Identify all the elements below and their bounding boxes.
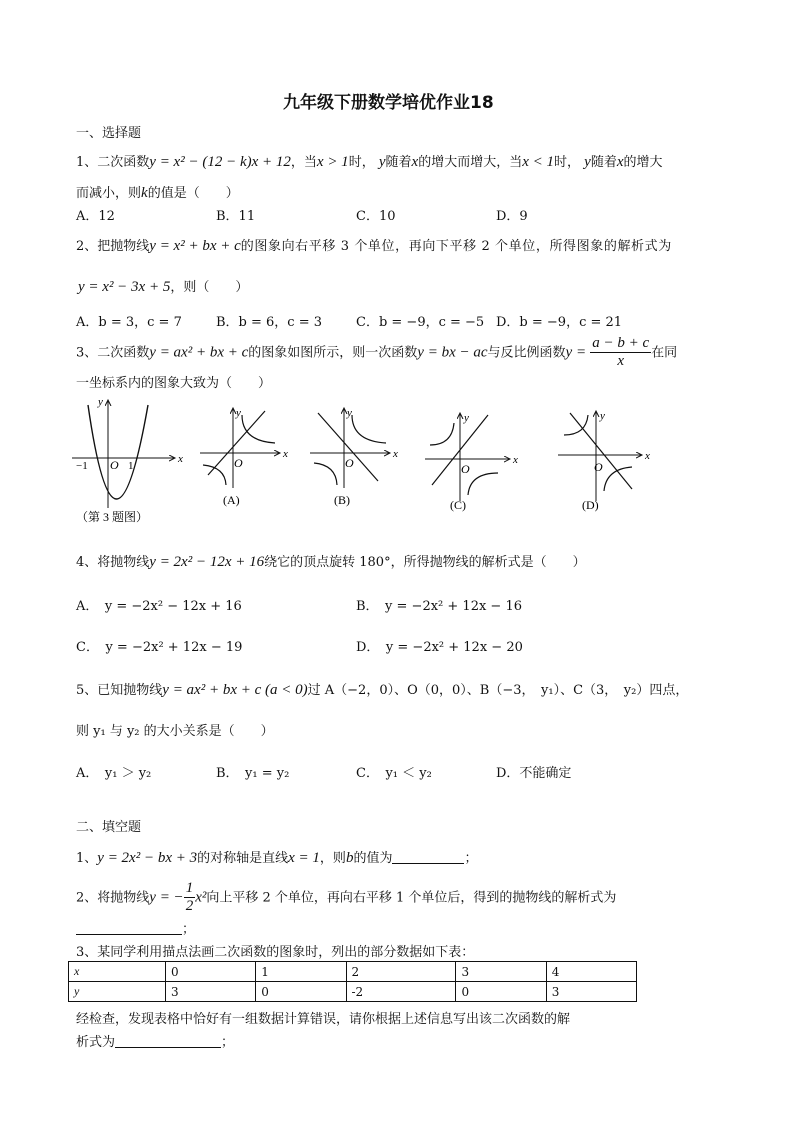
q3-fraction [590, 335, 651, 371]
q3-main-graph [72, 396, 183, 524]
f3-answer-blank[interactable] [115, 1035, 221, 1048]
table-cell: 1 [256, 962, 346, 982]
q1-condition-1: x > 1 [316, 154, 349, 170]
f2-text: 向上平移 2 个单位，再向右平移 1 个单位后，得到的抛物线的解析式为 [206, 890, 617, 906]
q4-option-c[interactable]: C． y = −2x² + 12x − 19 [76, 640, 243, 655]
label-d: (D) [582, 498, 599, 512]
q4-option-a[interactable]: A． y = −2x² − 12x + 16 [76, 599, 242, 614]
question-3-line2: 一坐标系内的图象大致为（ ） [76, 376, 272, 391]
f1-formula: y = 2x² − bx + 3 [97, 850, 198, 866]
q1-text: 的值是（ ） [147, 186, 239, 201]
page-title: 九年级下册数学培优作业18 [283, 93, 494, 113]
f2-fraction-denominator: 2 [185, 898, 194, 915]
f1-end: ； [464, 851, 478, 866]
origin-label: O [234, 456, 243, 470]
f2-end: ； [182, 922, 196, 937]
q2-text: 的图象向右平移 3 个单位，再向下平移 2 个单位，所得图象的解析式为 [240, 239, 672, 254]
q1-text: ，当 [290, 155, 317, 170]
parabola-curve [88, 405, 148, 499]
q1-option-a[interactable]: A．12 [76, 209, 115, 224]
axis-y-label: y [98, 396, 103, 408]
q1-var-y: y [584, 154, 591, 170]
q2-text: ，则（ ） [170, 280, 249, 295]
q2-option-d[interactable]: D．b = −9，c = 21 [496, 315, 623, 330]
q1-text: 随着 [590, 155, 617, 170]
f1-axis: x = 1 [288, 850, 320, 866]
section-heading-fill: 二、填空题 [76, 820, 142, 835]
q4-option-b[interactable]: B． y = −2x² + 12x − 16 [356, 599, 522, 614]
q1-option-c[interactable]: C．10 [356, 209, 396, 224]
f3-text: 析式为 [76, 1035, 116, 1050]
q2-option-a[interactable]: A．b = 3，c = 7 [76, 315, 182, 330]
f1-text: 的值为 [353, 851, 393, 866]
q1-text: 的增大而增大，当 [418, 155, 523, 170]
q5-text: 过 A（−2，0）、O（0，0）、B（−3， y₁）、C（3， y₂）四点， [307, 683, 689, 698]
question-3 [76, 335, 677, 371]
f2-formula-rhs: x² [195, 889, 207, 906]
origin-label: O [110, 458, 119, 472]
label-c: (C) [450, 498, 466, 512]
fill-question-2 [76, 880, 616, 916]
f1-text: 的对称轴是直线 [197, 851, 289, 866]
f2-formula-lhs: y = − [149, 889, 184, 906]
q1-var-x: x [616, 154, 624, 170]
axis-x-label: x [393, 448, 398, 460]
f2-answer-blank[interactable] [76, 922, 182, 935]
origin-label: O [594, 460, 603, 474]
q1-var-x: x [411, 154, 419, 170]
q3-lead: 3、二次函数 [76, 345, 150, 361]
table-cell: 0 [256, 982, 346, 1002]
table-cell: -2 [346, 982, 456, 1002]
q2-option-b[interactable]: B．b = 6，c = 3 [216, 315, 323, 330]
q3-text: 与反比例函数 [487, 345, 566, 361]
q3-graph-c [425, 412, 518, 512]
q1-text: 的增大 [623, 155, 663, 170]
f1-lead: 1、 [76, 851, 98, 866]
table-cell: y [69, 982, 166, 1002]
tick-1-label: 1 [128, 460, 134, 472]
f1-answer-blank[interactable] [392, 851, 464, 864]
label-a: (A) [223, 493, 240, 507]
table-cell: x [69, 962, 166, 982]
q3-graph-b [310, 407, 398, 507]
axis-y-label: y [600, 410, 605, 422]
q3-text: 在同 [651, 345, 678, 361]
axis-y-label: y [347, 407, 352, 419]
q1-text: 而减小，则 [76, 186, 142, 201]
q1-text: 时， [554, 155, 581, 170]
f2-fraction [184, 880, 196, 916]
question-1-line2 [76, 182, 239, 202]
q1-var-y: y [378, 154, 386, 170]
table-cell: 4 [546, 962, 636, 982]
q3-graph-a [200, 407, 288, 507]
q5-option-c[interactable]: C． y₁ ＜ y₂ [356, 766, 432, 781]
axis-x-label: x [513, 454, 518, 466]
q1-text: 随着 [385, 155, 412, 170]
q3-graph-d [558, 410, 650, 512]
table-row-x [69, 962, 637, 982]
q1-lead: 1、二次函数 [76, 155, 150, 170]
table-cell: 0 [166, 962, 256, 982]
label-b: (B) [334, 493, 350, 507]
tick-neg1-label: −1 [76, 460, 88, 472]
q3-figures [70, 393, 730, 528]
q3-inverse-lhs: y = [565, 344, 587, 361]
fill-question-3: 3、某同学利用描点法画二次函数的图象时，列出的部分数据如下表： [76, 945, 475, 960]
f3-end: ； [221, 1035, 235, 1050]
q2-result-formula: y = x² − 3x + 5 [78, 279, 171, 295]
q3-text: 的图象如图所示，则一次函数 [248, 345, 418, 361]
q3-linear-formula: y = bx − ac [417, 344, 488, 361]
q5-formula: y = ax² + bx + c (a < 0) [162, 682, 308, 698]
f2-fraction-numerator: 1 [184, 880, 196, 898]
q2-option-c[interactable]: C．b = −9，c = −5 [356, 315, 485, 330]
q1-var-k: k [141, 185, 148, 201]
fill-question-3-after1: 经检查，发现表格中恰好有一组数据计算错误，请你根据上述信息写出该二次函数的解 [76, 1012, 571, 1027]
q2-lead: 2、把抛物线 [76, 239, 150, 254]
table-cell: 0 [456, 982, 546, 1002]
q1-option-d[interactable]: D．9 [496, 209, 528, 224]
origin-label: O [461, 462, 470, 476]
q4-lead: 4、将抛物线 [76, 555, 150, 570]
figure-caption: （第 3 题图） [76, 510, 149, 524]
q4-formula: y = 2x² − 12x + 16 [149, 554, 265, 570]
table-cell: 3 [456, 962, 546, 982]
fill-question-2-line2 [76, 918, 195, 937]
axis-y-label: y [236, 407, 241, 419]
axis-x-label: x [283, 448, 288, 460]
table-cell: 2 [346, 962, 456, 982]
table-cell: 3 [166, 982, 256, 1002]
question-5-line2: 则 y₁ 与 y₂ 的大小关系是（ ） [76, 724, 274, 739]
question-2 [76, 235, 672, 255]
q5-option-b[interactable]: B． y₁ = y₂ [216, 766, 290, 781]
f2-lead: 2、将抛物线 [76, 890, 150, 906]
table-row-y [69, 982, 637, 1002]
q3-fraction-numerator: a − b + c [590, 335, 651, 353]
q5-lead: 5、已知抛物线 [76, 683, 163, 698]
fill-question-3-after2 [76, 1031, 234, 1050]
q3-fraction-denominator: x [617, 353, 624, 370]
axis-x-label: x [645, 450, 650, 462]
question-1 [76, 151, 663, 171]
question-4 [76, 551, 586, 571]
table-cell: 3 [546, 982, 636, 1002]
data-table [68, 961, 637, 1002]
fill-question-1 [76, 847, 477, 867]
q4-option-d[interactable]: D． y = −2x² + 12x − 20 [356, 640, 523, 655]
q1-formula: y = x² − (12 − k)x + 12 [149, 154, 291, 170]
question-2-line2 [78, 276, 248, 296]
q4-text: 绕它的顶点旋转 180°，所得抛物线的解析式是（ ） [264, 555, 586, 570]
origin-label: O [345, 456, 354, 470]
f1-var-b: b [345, 850, 354, 866]
section-heading-choice: 一、选择题 [76, 126, 142, 141]
q1-text: 时， [348, 155, 375, 170]
axis-x-label: x [178, 453, 183, 465]
q3-formula: y = ax² + bx + c [149, 344, 249, 361]
q2-formula: y = x² + bx + c [149, 238, 241, 254]
question-5 [76, 679, 688, 699]
q1-option-b[interactable]: B．11 [216, 209, 256, 224]
q5-option-d[interactable]: D．不能确定 [496, 766, 572, 781]
axis-y-label: y [464, 412, 469, 424]
q1-condition-2: x < 1 [522, 154, 554, 170]
f1-text: ，则 [319, 851, 346, 866]
q5-option-a[interactable]: A． y₁ ＞ y₂ [76, 766, 152, 781]
